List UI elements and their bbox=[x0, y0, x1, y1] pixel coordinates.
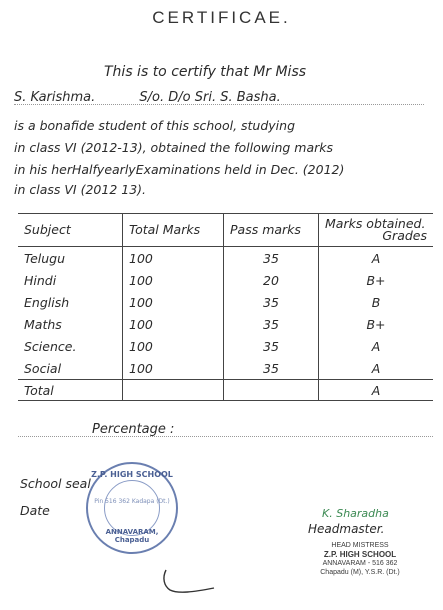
row-pass: 35 bbox=[224, 335, 319, 357]
header-obtained-text: Marks obtained. bbox=[325, 216, 426, 231]
total-grade: A bbox=[319, 380, 434, 401]
seal-top-text: Z.P. HIGH SCHOOL bbox=[91, 470, 173, 479]
table-row bbox=[18, 269, 433, 291]
certificate-title: CERTIFICAE. bbox=[152, 8, 291, 27]
row-total: 100 bbox=[123, 247, 224, 270]
row-grade: A bbox=[319, 247, 434, 270]
row-total: 100 bbox=[123, 269, 224, 291]
table-header-row bbox=[18, 214, 433, 247]
table-row bbox=[18, 247, 433, 270]
row-pass: 35 bbox=[224, 247, 319, 270]
seal-middle-text: Pin 516 362 Kadapa (Dt.) bbox=[94, 498, 170, 505]
row-total: 100 bbox=[123, 335, 224, 357]
class-year-line: in class VI (2012 13). bbox=[14, 182, 147, 197]
percentage-underline bbox=[18, 436, 433, 437]
row-subject: Science. bbox=[24, 338, 77, 354]
table-row bbox=[18, 335, 433, 357]
bonafide-line: is a bonafide student of this school, studying bbox=[14, 118, 296, 133]
table-row bbox=[18, 357, 433, 380]
row-subject: Hindi bbox=[24, 272, 57, 288]
certify-line: This is to certify that Mr Miss bbox=[104, 64, 307, 80]
headmaster-signature: K. Sharadha bbox=[322, 507, 389, 520]
exam-line: in his herHalfyearlyExaminations held in Dec. (2012) bbox=[14, 162, 345, 177]
row-subject: Maths bbox=[24, 316, 62, 332]
row-total: 100 bbox=[123, 313, 224, 335]
headmaster-title: Headmaster. bbox=[308, 522, 385, 536]
header-pass-marks: Pass marks bbox=[224, 214, 319, 247]
row-total: 100 bbox=[123, 291, 224, 313]
header-subject: Subject bbox=[18, 214, 123, 247]
row-subject: English bbox=[24, 294, 70, 310]
class-line: in class VI (2012-13), obtained the following marks bbox=[14, 140, 334, 155]
row-grade: A bbox=[319, 357, 434, 380]
total-marks-empty bbox=[123, 380, 224, 401]
date-label: Date bbox=[20, 503, 50, 518]
percentage-label: Percentage : bbox=[92, 422, 175, 437]
row-pass: 35 bbox=[224, 313, 319, 335]
row-total: 100 bbox=[123, 357, 224, 380]
row-subject: Telugu bbox=[24, 250, 66, 266]
stamp-line-2: Z.P. HIGH SCHOOL bbox=[323, 550, 397, 559]
row-grade: B+ bbox=[319, 269, 434, 291]
marks-table bbox=[18, 214, 433, 401]
row-pass: 20 bbox=[224, 269, 319, 291]
stamp-line-1: HEAD MISTRESS bbox=[331, 542, 389, 549]
row-pass: 35 bbox=[224, 357, 319, 380]
stamp-line-3: ANNAVARAM - 516 362 bbox=[322, 560, 398, 567]
ink-scribble bbox=[160, 566, 220, 596]
row-pass: 35 bbox=[224, 291, 319, 313]
office-stamp bbox=[290, 541, 430, 577]
table-row bbox=[18, 291, 433, 313]
row-grade: B bbox=[319, 291, 434, 313]
student-name: S. Karishma. bbox=[14, 90, 96, 105]
school-seal bbox=[86, 462, 178, 554]
parent-name: S/o. D/o Sri. S. Basha. bbox=[139, 90, 281, 105]
table-row bbox=[18, 313, 433, 335]
row-grade: B+ bbox=[319, 313, 434, 335]
header-grades: Grades bbox=[382, 228, 427, 243]
stamp-line-4: Chapadu (M), Y.S.R. (Dt.) bbox=[320, 569, 400, 576]
total-label: Total bbox=[18, 380, 123, 401]
student-name-line bbox=[14, 90, 434, 105]
row-grade: A bbox=[319, 335, 434, 357]
header-total-marks: Total Marks bbox=[123, 214, 224, 247]
header-obtained bbox=[319, 214, 434, 247]
row-subject: Social bbox=[24, 360, 62, 376]
school-seal-label: School seal bbox=[20, 476, 91, 491]
total-pass-empty bbox=[224, 380, 319, 401]
seal-bottom-text: ANNAVARAM, Chapadu bbox=[105, 528, 159, 544]
scribble-stroke bbox=[164, 570, 214, 592]
name-underline bbox=[14, 104, 424, 105]
total-row bbox=[18, 380, 433, 401]
